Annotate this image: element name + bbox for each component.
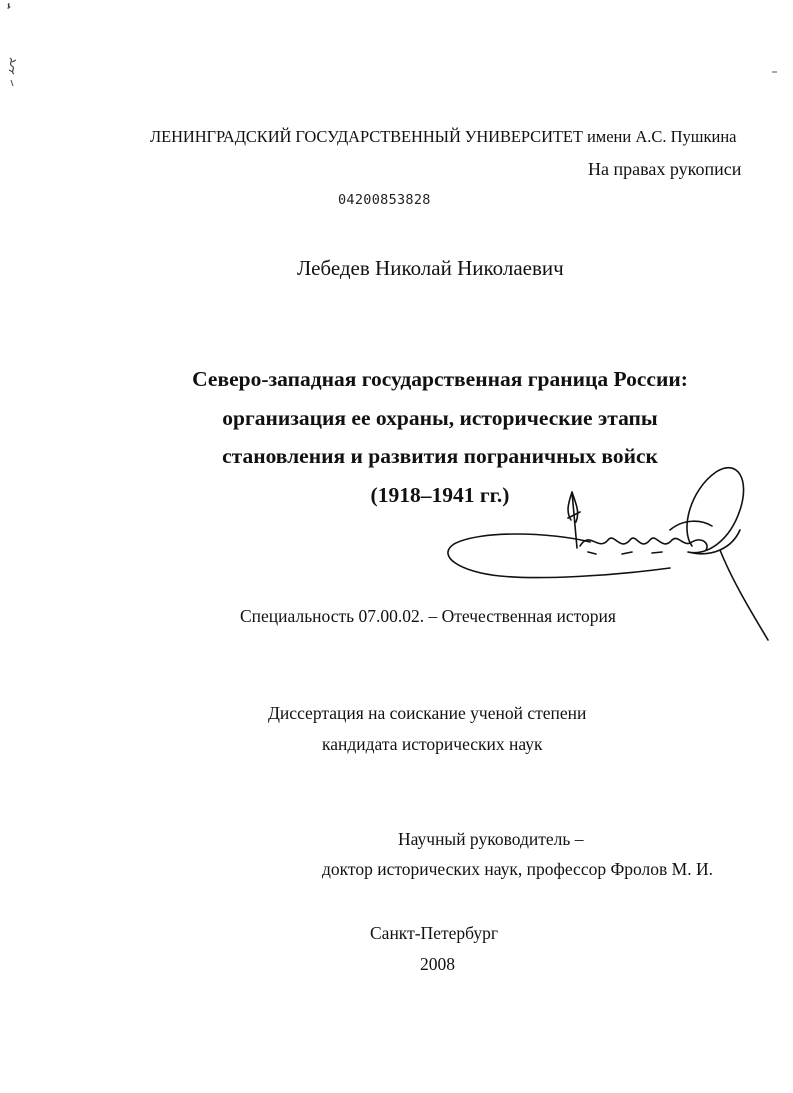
title-line-1: Северо-западная государственная граница России: [192,367,688,391]
title-line-3: становления и развития пограничных войск [222,444,658,468]
advisor-name: доктор исторических наук, профессор Фролов М. И. [322,859,713,879]
manuscript-rights-note: На правах рукописи [588,159,742,179]
author-name: Лебедев Николай Николаевич [297,256,564,280]
catalog-number: 04200853828 [338,192,431,208]
university-name: ЛЕНИНГРАДСКИЙ ГОСУДАРСТВЕННЫЙ УНИВЕРСИТЕТ [150,127,583,146]
title-line-2: организация ее охраны, исторические этапы [222,405,658,430]
university-named-after: имени А.С. Пушкина [586,127,737,146]
dissertation-degree-line-1: Диссертация на соискание ученой степени [268,703,587,723]
scan-marks [0,0,40,100]
scan-tick-mark [770,66,780,76]
specialty-line: Специальность 07.00.02. – Отечественная история [240,606,616,626]
publication-year: 2008 [420,954,455,974]
place-of-publication: Санкт-Петербург [370,923,499,943]
title-line-4: (1918–1941 гг.) [370,482,510,507]
dissertation-degree-line-2: кандидата исторических наук [322,734,543,754]
university-header [150,127,737,147]
advisor-role: Научный руководитель – [398,829,584,849]
